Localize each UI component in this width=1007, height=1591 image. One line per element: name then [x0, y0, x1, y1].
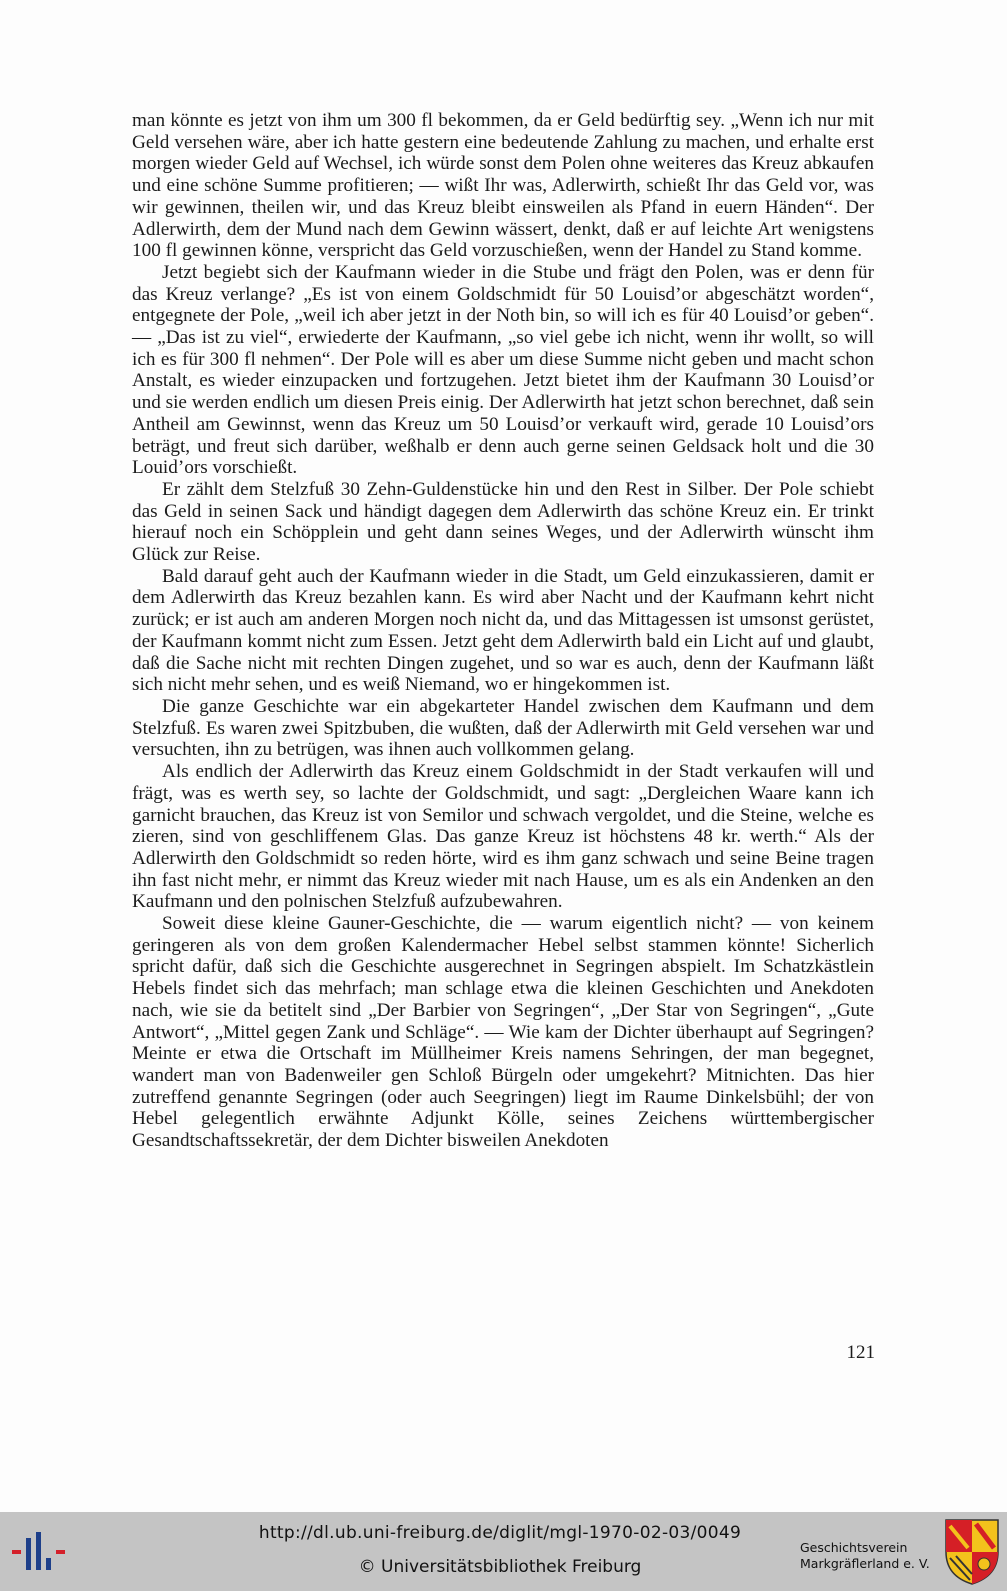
society-name-line: Geschichtsverein	[800, 1540, 908, 1555]
society-name	[800, 1540, 935, 1572]
body-text	[132, 110, 874, 1152]
paragraph: Jetzt begiebt sich der Kaufmann wieder in die Stube und frägt den Polen, was er denn für das Kreuz verlange? „Es ist von einem Goldschmidt für 50 Louisd’or abgeschätzt worden“, entgegnete der Pole, „weil ich aber jetzt in der Noth bin, so will ich es für 40 Louisd’or geben“. — „Das ist zu viel“, erwiederte der Kaufmann, „so viel gebe ich nicht, wenn ihr wollt, so will ich es für 300 fl nehmen“. Der Pole will es aber um diese Summe nicht geben und macht schon Anstalt, es wieder einzupacken und fortzugehen. Jetzt bietet ihm der Kaufmann 30 Louisd’or und sie werden endlich um diesen Preis einig. Der Adlerwirth hat jetzt schon berechnet, daß sein Antheil am Gewinnst, wenn das Kreuz um 50 Louisd’or verkauft wird, gerade 10 Louisd’ors beträgt, und freut sich darüber, weßhalb er denn auch gerne seinen Geldsack holt und die 30 Louid’ors vorschießt.	[132, 261, 874, 479]
paragraph: Als endlich der Adlerwirth das Kreuz einem Goldschmidt in der Stadt verkaufen will und frägt, was es werth sey, so lachte der Goldschmidt, und sagt: „Dergleichen Waare kann ich garnicht brauchen, das Kreuz ist von Semilor und schwach vergoldet, und die Steine, welche es zieren, sind von geschliffenem Glas. Das ganze Kreuz ist höchstens 48 kr. werth.“ Als der Adlerwirth den Goldschmidt so reden hörte, wird es ihm ganz schwach und seine Beine tragen ihn fast nicht mehr, er nimmt das Kreuz wieder mit nach Hause, um es als ein Andenken an den Kaufmann und den polnischen Stelzfuß aufzubewahren.	[132, 761, 874, 913]
permalink-url[interactable]: http://dl.ub.uni-freiburg.de/diglit/mgl-1970-02-03/0049	[258, 1523, 742, 1543]
society-name-line: Markgräflerland e. V.	[800, 1556, 930, 1571]
paragraph: Bald darauf geht auch der Kaufmann wieder in die Stadt, um Geld einzukassieren, damit er dem Adlerwirth das Kreuz bezahlen kann. Es wird aber Nacht und der Kaufmann kehrt nicht zurück; er ist auch am anderen Morgen noch nicht da, und das Mittagessen ist umsonst gerüstet, der Kaufmann kommt nicht zum Essen. Jetzt geht dem Adlerwirth bald ein Licht auf und glaubt, daß die Sache nicht mit rechten Dingen zugehet, und so war es auch, denn der Kaufmann läßt sich nicht mehr sehen, und es weiß Niemand, wo er hingekommen ist.	[132, 565, 874, 696]
coat-of-arms-icon[interactable]	[944, 1518, 1000, 1586]
paragraph: Er zählt dem Stelzfuß 30 Zehn-Guldenstücke hin und den Rest in Silber. Der Pole schiebt das Geld in seinen Sack und händigt dagegen dem Adlerwirth das schöne Kreuz ein. Er trinkt hierauf noch ein Schöpplein und geht dann seines Weges, und der Adlerwirth wünscht ihm Glück zur Reise.	[132, 478, 874, 566]
paragraph: man könnte es jetzt von ihm um 300 fl bekommen, da er Geld bedürftig sey. „Wenn ich nur mit Geld versehen wäre, aber ich hatte gestern eine bedeutende Zahlung zu machen, und erhalte erst morgen wieder Geld auf Wechsel, ich würde sonst dem Polen ohne weiteres das Kreuz abkaufen und eine schöne Summe profitieren; — wißt Ihr was, Adlerwirth, schießt Ihr das Geld vor, was wir gewinnen, theilen wir, und das Kreuz bleibt einsweilen als Pfand in euern Händen“. Der Adlerwirth, dem der Mund nach dem Gewinn wässert, denkt, daß er auf leichte Art wenigstens 100 fl gewinnen könne, verspricht das Geld vorzuschießen, wenn der Handel zu Stand komme.	[132, 110, 874, 262]
ub-freiburg-logo-icon[interactable]	[12, 1530, 68, 1572]
copyright-notice: © Universitätsbibliothek Freiburg	[358, 1557, 642, 1577]
page-number: 121	[846, 1342, 875, 1363]
paragraph: Soweit diese kleine Gauner-Geschichte, die — warum eigentlich nicht? — von keinem geringeren als von dem großen Kalendermacher Hebel selbst stammen könnte! Sicherlich spricht dafür, daß sich die Geschichte ausgerechnet in Segringen abspielt. Im Schatzkästlein Hebels findet sich das mehrfach; man schlage etwa die kleinen Geschichten und Anekdoten nach, wie sie da betitelt sind „Der Barbier von Segringen“, „Der Star von Segringen“, „Gute Antwort“, „Mittel gegen Zank und Schläge“. — Wie kam der Dichter überhaupt auf Segringen? Meinte er etwa die Ortschaft im Müllheimer Kreis namens Sehringen, der man begegnet, wandert man von Badenweiler gen Schloß Bürgeln oder umgekehrt? Mitnichten. Das hier zutreffend genannte Segringen (oder auch Seegringen) liegt im Raume Dinkelsbühl; der von Hebel gelegentlich erwähnte Adjunkt Kölle, seines Zeichens württembergischer Gesandtschaftssekretär, der dem Dichter bisweilen Anekdoten	[132, 913, 874, 1152]
footer-bar	[0, 1512, 1007, 1591]
paragraph: Die ganze Geschichte war ein abgekarteter Handel zwischen dem Kaufmann und dem Stelzfuß. Es waren zwei Spitzbuben, die wußten, daß der Adlerwirth mit Geld versehen war und versuchten, ihn zu betrügen, was ihnen auch vollkommen gelang.	[132, 695, 874, 761]
